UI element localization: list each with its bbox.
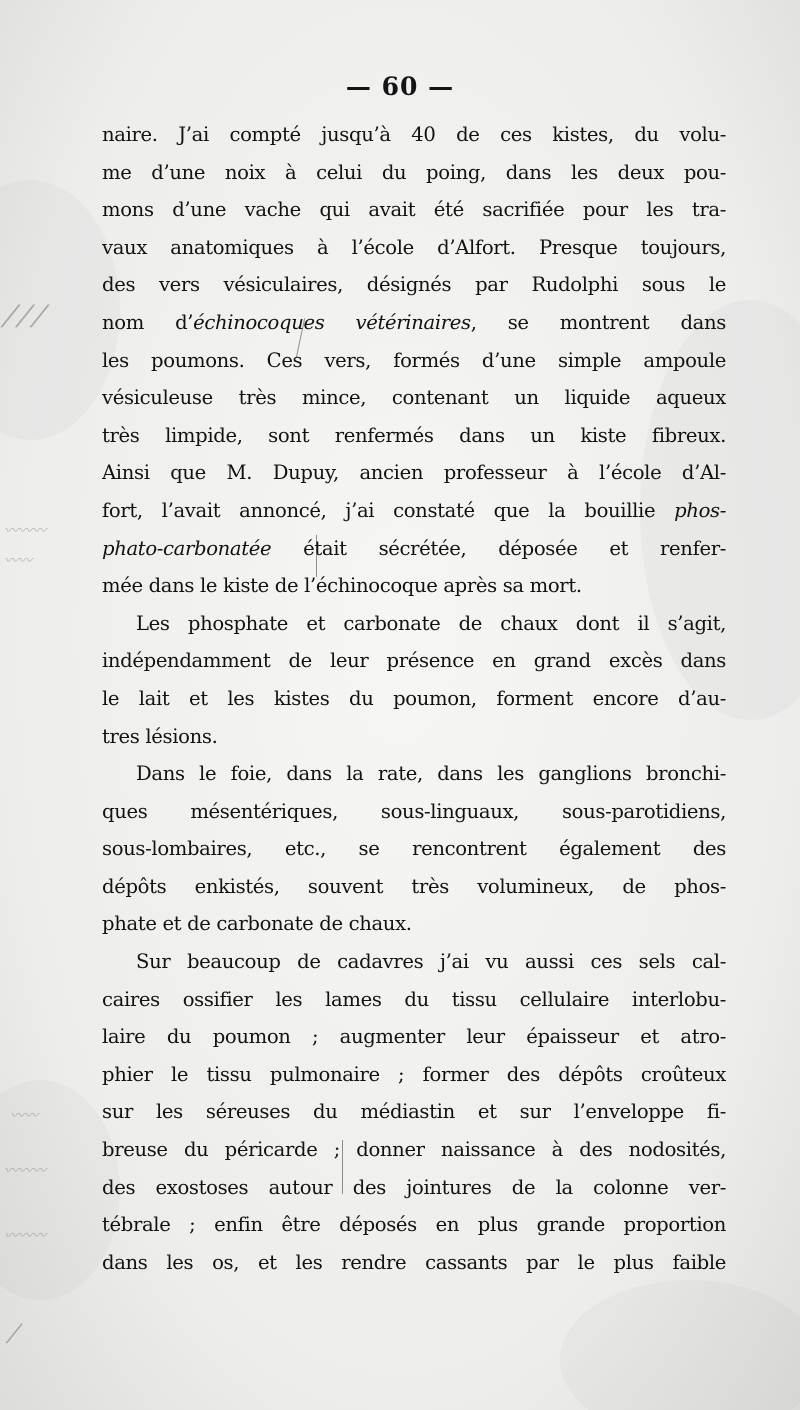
italic-text: phato-carbonatée [102, 536, 272, 560]
text-line [102, 1131, 726, 1169]
text-line [102, 1018, 726, 1056]
text-segment: phier le tissu pulmonaire ; former des dépôts croûteux [102, 1062, 726, 1086]
text-segment: sur les séreuses du médiastin et sur l’enveloppe fi- [102, 1100, 726, 1124]
page-number: — 60 — [345, 72, 455, 101]
text-line [102, 266, 726, 304]
text-line [102, 567, 726, 605]
margin-scribble: 〰〰〰 [4, 1163, 46, 1179]
text-segment: laire du poumon ; augmenter leur épaisseur et atro- [102, 1025, 726, 1049]
text-line [102, 454, 726, 492]
text-line [102, 605, 726, 643]
italic-text: échinocoques vétérinaires [193, 310, 471, 334]
paper-stain [560, 1280, 800, 1410]
text-line [102, 229, 726, 267]
paragraph [102, 755, 726, 943]
text-segment: me d’une noix à celui du poing, dans les deux pou- [102, 160, 726, 184]
text-line [102, 530, 726, 568]
text-line [102, 1206, 726, 1244]
text-segment: Dans le foie, dans la rate, dans les ganglions bronchi- [136, 762, 726, 786]
text-segment: le lait et les kistes du poumon, forment encore d’au- [102, 686, 726, 710]
text-line [102, 379, 726, 417]
text-segment: des exostoses autour des jointures de la colonne ver- [102, 1175, 726, 1199]
text-line [102, 755, 726, 793]
italic-text: phos- [674, 498, 726, 522]
text-segment: sous-lombaires, etc., se rencontrent également des [102, 837, 726, 861]
text-segment: Sur beaucoup de cadavres j’ai vu aussi ces sels cal- [136, 950, 726, 974]
text-line [102, 1169, 726, 1207]
paragraph [102, 605, 726, 755]
text-segment: breuse du péricarde ; donner naissance à des nodosités, [102, 1138, 726, 1162]
margin-scribble: 〰〰〰 [4, 523, 46, 539]
text-line [102, 1093, 726, 1131]
text-segment: indépendamment de leur présence en grand excès dans [102, 649, 726, 673]
text-line [102, 642, 726, 680]
margin-scribble: ⁄ [12, 1320, 17, 1350]
margin-scribble: 〰〰 [10, 1108, 38, 1124]
text-line [102, 718, 726, 756]
text-line [102, 981, 726, 1019]
text-line [102, 1244, 726, 1282]
text-segment: phate et de carbonate de chaux. [102, 912, 412, 936]
text-line [102, 492, 726, 530]
text-segment: était sécrétée, déposée et renfer- [271, 536, 726, 560]
margin-scribble: 〰〰 [4, 553, 32, 569]
text-line [102, 1056, 726, 1094]
text-segment: dépôts enkistés, souvent très volumineux, de phos- [102, 874, 726, 898]
text-segment: ques mésentériques, sous-linguaux, sous-parotidiens, [102, 799, 726, 823]
paragraph [102, 943, 726, 1281]
text-line [102, 116, 726, 154]
text-line [102, 191, 726, 229]
text-line [102, 943, 726, 981]
text-line [102, 417, 726, 455]
text-line [102, 830, 726, 868]
text-line [102, 905, 726, 943]
text-line [102, 680, 726, 718]
text-segment: Les phosphate et carbonate de chaux dont il s’agit, [136, 611, 726, 635]
text-segment: très limpide, sont renfermés dans un kiste fibreux. [102, 423, 726, 447]
margin-scribble: 〰〰〰 [4, 1228, 46, 1244]
text-line [102, 304, 726, 342]
text-segment: les poumons. Ces vers, formés d’une simple ampoule [102, 348, 726, 372]
margin-scribble: ⁄ ⁄ ⁄ [8, 300, 43, 335]
text-segment: des vers vésiculaires, désignés par Rudolphi sous le [102, 273, 726, 297]
text-segment: naire. J’ai compté jusqu’à 40 de ces kistes, du volu- [102, 123, 726, 146]
text-segment: , se montrent dans [470, 310, 726, 334]
text-segment: tébrale ; enfin être déposés en plus grande proportion [102, 1213, 726, 1237]
text-segment: tres lésions. [102, 724, 218, 748]
text-segment: Ainsi que M. Dupuy, ancien professeur à l’école d’Al- [102, 461, 726, 485]
text-segment: mons d’une vache qui avait été sacrifiée pour les tra- [102, 198, 726, 222]
text-line [102, 868, 726, 906]
text-segment: vaux anatomiques à l’école d’Alfort. Presque toujours, [102, 235, 726, 259]
text-segment: caires ossifier les lames du tissu cellulaire interlobu- [102, 987, 726, 1011]
text-segment: fort, l’avait annoncé, j’ai constaté que la bouillie [102, 498, 675, 522]
text-segment: vésiculeuse très mince, contenant un liquide aqueux [102, 386, 726, 410]
text-segment: nom d’ [102, 310, 194, 334]
paragraph [102, 116, 726, 605]
text-line [102, 342, 726, 380]
text-line [102, 793, 726, 831]
body-text [102, 116, 726, 1281]
text-line [102, 154, 726, 192]
text-segment: mée dans le kiste de l’échinocoque après sa mort. [102, 574, 582, 598]
text-segment: dans les os, et les rendre cassants par le plus faible [102, 1250, 726, 1274]
